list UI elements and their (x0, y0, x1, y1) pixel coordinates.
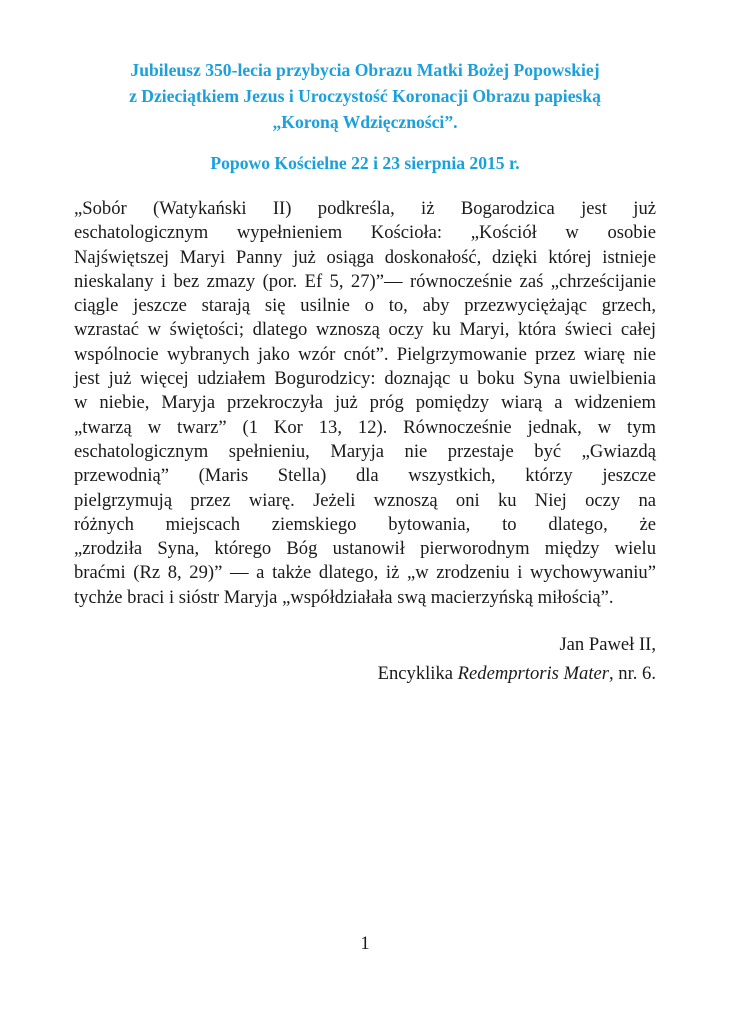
quote-line: w niebie, Maryja przekroczyła już próg pomiędzy wiarą a widzeniem (74, 392, 656, 414)
attribution (378, 630, 656, 688)
attribution-source (378, 659, 656, 688)
quote-line: wspólnocie wybranych jako wzór cnót”. Pielgrzymowanie przez wiarę nie (74, 343, 656, 365)
quote-line: „twarzą w twarz” (1 Kor 13, 12). Równocześnie jednak, w tym (74, 416, 656, 438)
quote-line: tychże braci i sióstr Maryja „współdziałała swą macierzyńską miłością”. (74, 586, 614, 608)
attribution-author: Jan Paweł II, (559, 634, 656, 655)
quote-line: wzrastać w świętości; dlatego wznoszą oczy ku Maryi, która świeci całej (74, 319, 656, 341)
quote-line: braćmi (Rz 8, 29)” — a także dlatego, iż „w zrodzeniu i wychowywaniu” (74, 562, 656, 584)
quote-line: pielgrzymują przez wiarę. Jeżeli wznoszą oni ku Niej oczy na (74, 489, 656, 511)
quote-line: nieskalany i bez zmazy (por. Ef 5, 27)”— równocześnie zaś „chrześcijanie (74, 270, 656, 292)
quote-line: eschatologicznym wypełnieniem Kościoła: „Kościół w osobie (74, 222, 656, 244)
title-line: Jubileusz 350-lecia przybycia Obrazu Matki Bożej Popowskiej (130, 60, 600, 80)
quote-line: eschatologicznym spełnieniu, Maryja nie przestaje być „Gwiazdą (74, 440, 656, 462)
title-line: „Koroną Wdzięczności”. (272, 112, 458, 132)
quote-line: „Sobór (Watykański II) podkreśla, iż Bogarodzica jest już (74, 198, 656, 219)
source-suffix: , nr. 6. (608, 663, 656, 684)
quote-line: różnych miejscach ziemskiego bytowania, to dlatego, że (74, 513, 656, 535)
page-number: 1 (360, 933, 370, 954)
title-line: z Dzieciątkiem Jezus i Uroczystość Koronacji Obrazu papieską (129, 86, 601, 106)
source-title: Redemprtoris Mater (457, 663, 609, 684)
quote-line: jest już więcej udziałem Bogurodzicy: doznając u boku Syna uwielbienia (74, 368, 656, 390)
document-subtitle: Popowo Kościelne 22 i 23 sierpnia 2015 r. (210, 153, 520, 173)
quote-line: „zrodziła Syna, którego Bóg ustanowił pierworodnym między wielu (74, 538, 656, 560)
document-title (80, 57, 650, 135)
quote-line: ciągle jeszcze starają się usilnie o to, aby przezwyciężając grzech, (74, 295, 656, 317)
quote-line: Najświętszej Maryi Panny już osiąga doskonałość, dzięki której istnieje (74, 246, 656, 268)
quote-body (74, 197, 656, 610)
quote-line: przewodnią” (Maris Stella) dla wszystkich, którzy jeszcze (74, 465, 656, 487)
source-prefix: Encyklika (377, 663, 458, 684)
